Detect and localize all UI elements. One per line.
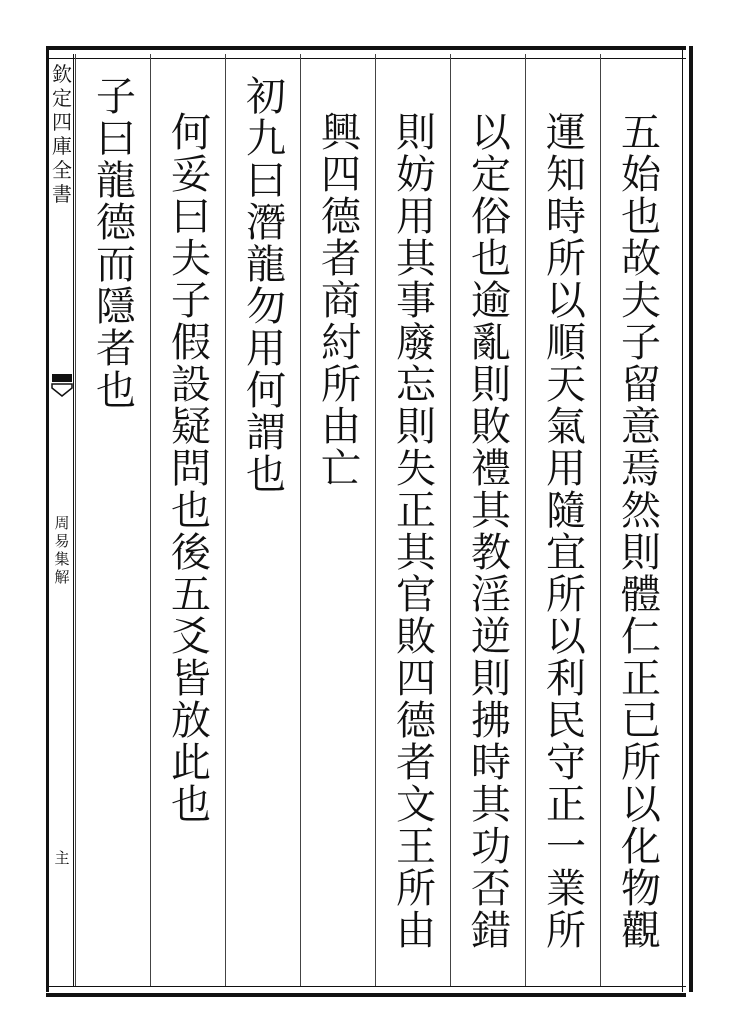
margin-book-char: 周 bbox=[54, 514, 70, 532]
column-rule bbox=[600, 54, 601, 986]
frame-top-border bbox=[46, 46, 686, 59]
column-text: 何 妥 曰 夫 子 假 設 疑 問 也 後 五 爻 皆 放 此 也 bbox=[171, 110, 211, 828]
column-text: 以 定 俗 也 逾 亂 則 敗 禮 其 教 淫 逆 則 拂 時 其 功 否 錯 bbox=[471, 110, 511, 954]
text-column-1 bbox=[611, 60, 671, 980]
column-rule bbox=[300, 54, 301, 986]
frame-right-border bbox=[682, 46, 693, 992]
column-text: 子 曰 龍 德 而 隱 者 也 bbox=[96, 74, 136, 414]
text-column-8 bbox=[86, 60, 146, 980]
margin-title-char: 書 bbox=[52, 182, 72, 206]
text-column-6 bbox=[236, 60, 296, 980]
margin-page-number bbox=[53, 849, 71, 867]
text-column-2 bbox=[536, 60, 596, 980]
column-text: 則 妨 用 其 事 廢 忘 則 失 正 其 官 敗 四 德 者 文 王 所 由 bbox=[396, 110, 436, 954]
column-text: 五 始 也 故 夫 子 留 意 焉 然 則 體 仁 正 已 所 以 化 物 觀 bbox=[621, 110, 661, 954]
text-column-3 bbox=[461, 60, 521, 980]
margin-title-char: 庫 bbox=[52, 134, 72, 158]
fish-tail-mark-icon bbox=[51, 372, 73, 402]
text-column-7 bbox=[161, 60, 221, 980]
margin-book-title bbox=[53, 514, 71, 586]
text-column-5 bbox=[311, 60, 371, 980]
margin-band bbox=[51, 54, 74, 986]
column-text: 運 知 時 所 以 順 天 氣 用 隨 宜 所 以 利 民 守 正 一 業 所 bbox=[546, 110, 586, 954]
column-rule bbox=[75, 54, 76, 986]
frame-bottom-border bbox=[46, 986, 686, 997]
column-text: 興 四 德 者 商 紂 所 由 亡 bbox=[321, 110, 361, 492]
margin-page-char: 主 bbox=[54, 849, 70, 867]
margin-title-char: 欽 bbox=[52, 62, 72, 86]
margin-book-char: 易 bbox=[54, 532, 70, 550]
column-rule bbox=[150, 54, 151, 986]
column-rule bbox=[525, 54, 526, 986]
column-text: 初 九 曰 潛 龍 勿 用 何 謂 也 bbox=[246, 74, 286, 498]
margin-title-char: 四 bbox=[52, 110, 72, 134]
margin-title-char: 定 bbox=[52, 86, 72, 110]
column-rule bbox=[450, 54, 451, 986]
margin-book-char: 集 bbox=[54, 550, 70, 568]
column-rule bbox=[375, 54, 376, 986]
margin-collection-title bbox=[51, 62, 73, 206]
margin-book-char: 解 bbox=[54, 568, 70, 586]
column-rule bbox=[225, 54, 226, 986]
text-column-4 bbox=[386, 60, 446, 980]
margin-title-char: 全 bbox=[52, 158, 72, 182]
